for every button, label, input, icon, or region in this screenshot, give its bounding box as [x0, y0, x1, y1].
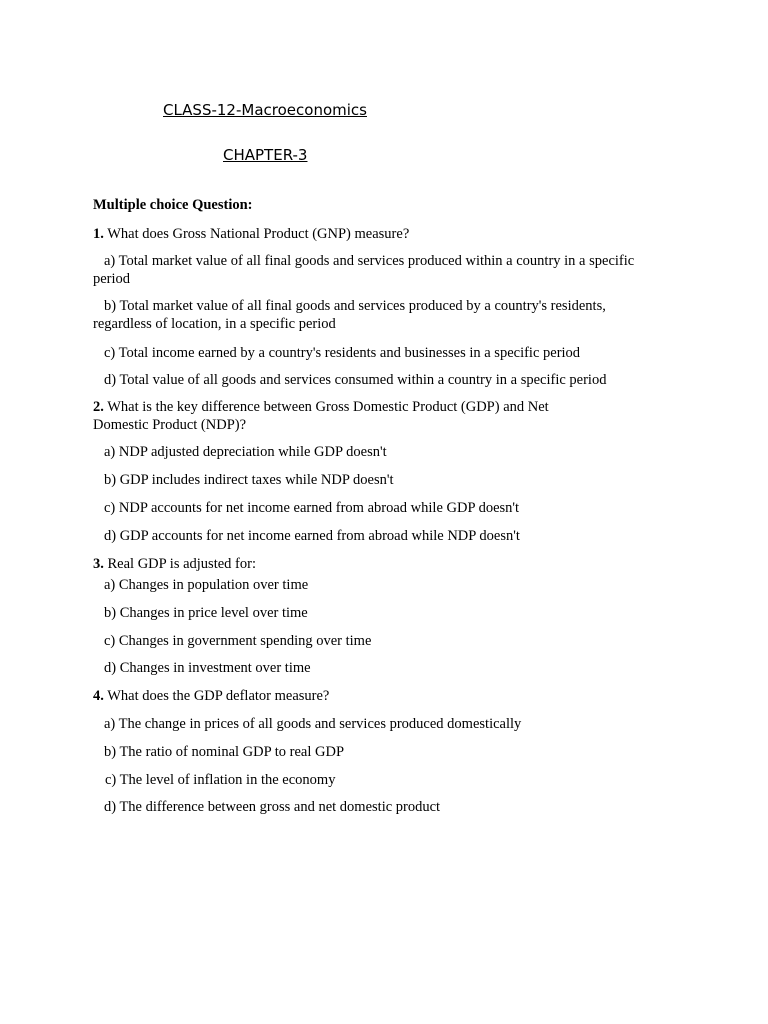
question-text: What does the GDP deflator measure?	[107, 688, 330, 704]
option-4a: a) The change in prices of all goods and services produced domestically	[104, 716, 522, 732]
chapter-heading: CHAPTER-3	[223, 146, 308, 164]
option-1b: b) Total market value of all final goods and services produced by a country's residents, regardless of location, in a specific period	[93, 298, 606, 332]
option-4b: b) The ratio of nominal GDP to real GDP	[104, 744, 345, 760]
option-2d: d) GDP accounts for net income earned from abroad while NDP doesn't	[104, 528, 520, 544]
option-2b: b) GDP includes indirect taxes while NDP doesn't	[104, 472, 394, 488]
option-2c: c) NDP accounts for net income earned from abroad while GDP doesn't	[104, 500, 520, 516]
question-2	[93, 398, 593, 434]
question-3	[93, 555, 653, 573]
option-3c: c) Changes in government spending over time	[104, 633, 372, 649]
section-heading: Multiple choice Question:	[93, 197, 253, 213]
question-1	[93, 225, 653, 243]
option-2a: a) NDP adjusted depreciation while GDP doesn't	[104, 444, 387, 460]
question-text: Real GDP is adjusted for:	[107, 556, 256, 572]
option-4c: c) The level of inflation in the economy	[105, 772, 336, 788]
option-1c: c) Total income earned by a country's residents and businesses in a specific period	[104, 345, 581, 361]
question-text: What is the key difference between Gross Domestic Product (GDP) and Net Domestic Product (NDP)?	[93, 399, 549, 433]
question-number: 4.	[93, 688, 104, 704]
option-1a: a) Total market value of all final goods and services produced within a country in a specific period	[93, 253, 635, 287]
option-3a: a) Changes in population over time	[104, 577, 309, 593]
question-text: What does Gross National Product (GNP) measure?	[107, 226, 410, 242]
option-3d: d) Changes in investment over time	[104, 660, 311, 676]
question-number: 3.	[93, 556, 104, 572]
option-4d: d) The difference between gross and net domestic product	[104, 799, 441, 815]
option-3b: b) Changes in price level over time	[104, 605, 308, 621]
document-title: CLASS-12-Macroeconomics	[163, 101, 367, 119]
question-number: 2.	[93, 399, 104, 415]
question-4	[93, 687, 653, 705]
option-1d: d) Total value of all goods and services consumed within a country in a specific period	[104, 372, 607, 388]
question-number: 1.	[93, 226, 104, 242]
